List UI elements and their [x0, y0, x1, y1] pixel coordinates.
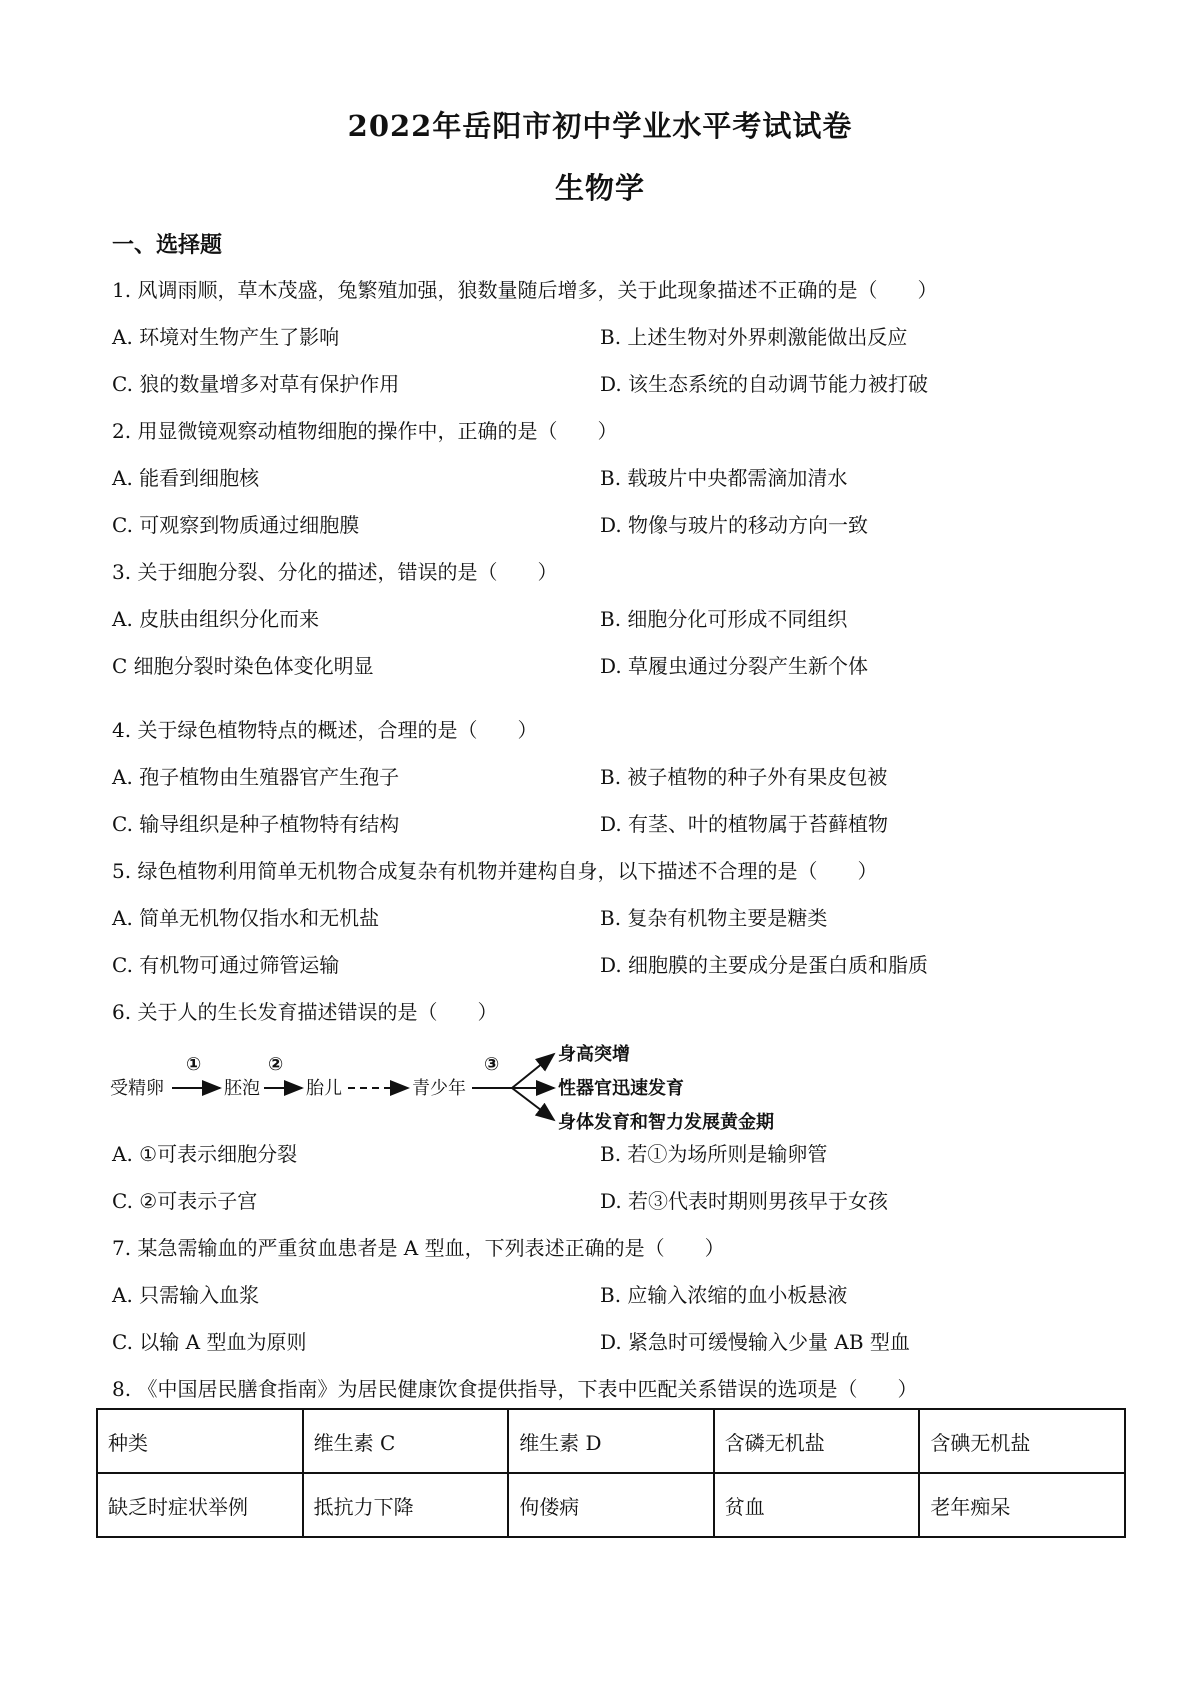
question-3-option-a: A. 皮肤由组织分化而来: [112, 607, 320, 631]
question-1-option-d: D. 该生态系统的自动调节能力被打破: [600, 372, 929, 396]
flow-node-zygote: 受精卵: [110, 1078, 164, 1099]
table-cell: 维生素 D: [508, 1409, 714, 1473]
question-3-option-d: D. 草履虫通过分裂产生新个体: [600, 654, 869, 678]
flow-node-adolescent: 青少年: [412, 1078, 466, 1099]
question-7-stem: 7. 某急需输血的严重贫血患者是 A 型血，下列表述正确的是（ ）: [112, 1236, 725, 1260]
question-2-option-d: D. 物像与玻片的移动方向一致: [600, 513, 869, 537]
question-7-option-a: A. 只需输入血浆: [112, 1283, 260, 1307]
question-7-option-c: C. 以输 A 型血为原则: [112, 1330, 307, 1354]
question-1-option-a: A. 环境对生物产生了影响: [112, 325, 340, 349]
question-5-option-c: C. 有机物可通过筛管运输: [112, 953, 340, 977]
branch-arrow-1: [512, 1054, 554, 1088]
flow-node-fetus: 胎儿: [306, 1078, 342, 1099]
development-flow-diagram: [108, 1036, 808, 1136]
table-cell: 贫血: [714, 1473, 920, 1537]
table-cell: 老年痴呆: [919, 1473, 1125, 1537]
question-4-option-b: B. 被子植物的种子外有果皮包被: [600, 765, 888, 789]
question-4-option-c: C. 输导组织是种子植物特有结构: [112, 812, 400, 836]
question-1-stem: 1. 风调雨顺，草木茂盛，兔繁殖加强，狼数量随后增多，关于此现象描述不正确的是（ ）: [112, 278, 938, 302]
branch-label-golden-period: 身体发育和智力发展黄金期: [558, 1112, 774, 1133]
question-7-option-b: B. 应输入浓缩的血小板悬液: [600, 1283, 848, 1307]
question-6-option-a: A. ①可表示细胞分裂: [112, 1142, 298, 1166]
question-6-option-b: B. 若①为场所则是输卵管: [600, 1142, 828, 1166]
question-6-option-c: C. ②可表示子宫: [112, 1189, 258, 1213]
subject-title: 生物学: [554, 171, 645, 205]
question-5-option-b: B. 复杂有机物主要是糖类: [600, 906, 828, 930]
table-cell: 缺乏时症状举例: [97, 1473, 303, 1537]
question-3-option-b: B. 细胞分化可形成不同组织: [600, 607, 848, 631]
table-row: [97, 1409, 1125, 1473]
question-5-option-d: D. 细胞膜的主要成分是蛋白质和脂质: [600, 953, 929, 977]
question-6-stem: 6. 关于人的生长发育描述错误的是（ ）: [112, 1000, 498, 1024]
nutrition-table: [96, 1408, 1126, 1538]
flow-node-blastocyst: 胚泡: [224, 1078, 260, 1099]
branch-arrow-3: [512, 1088, 554, 1120]
question-2-option-b: B. 载玻片中央都需滴加清水: [600, 466, 848, 490]
question-3-stem: 3. 关于细胞分裂、分化的描述，错误的是（ ）: [112, 560, 558, 584]
marker-3: ③: [484, 1054, 500, 1075]
table-row: [97, 1473, 1125, 1537]
branch-label-sex-organs: 性器官迅速发育: [558, 1078, 684, 1099]
table-cell: 维生素 C: [303, 1409, 509, 1473]
question-1-option-c: C. 狼的数量增多对草有保护作用: [112, 372, 400, 396]
question-7-option-d: D. 紧急时可缓慢输入少量 AB 型血: [600, 1330, 910, 1354]
table-cell: 种类: [97, 1409, 303, 1473]
question-3-option-c: C 细胞分裂时染色体变化明显: [112, 654, 374, 678]
marker-1: ①: [186, 1054, 202, 1075]
table-cell: 佝偻病: [508, 1473, 714, 1537]
marker-2: ②: [268, 1054, 284, 1075]
section-heading: 一、选择题: [112, 232, 223, 258]
question-5-stem: 5. 绿色植物利用简单无机物合成复杂有机物并建构自身，以下描述不合理的是（ ）: [112, 859, 878, 883]
question-4-option-d: D. 有茎、叶的植物属于苔藓植物: [600, 812, 889, 836]
branch-label-height: 身高突增: [558, 1044, 630, 1065]
question-4-stem: 4. 关于绿色植物特点的概述，合理的是（ ）: [112, 718, 538, 742]
question-2-option-a: A. 能看到细胞核: [112, 466, 260, 490]
table-cell: 抵抗力下降: [303, 1473, 509, 1537]
question-8-stem: 8. 《中国居民膳食指南》为居民健康饮食提供指导，下表中匹配关系错误的选项是（ ）: [112, 1377, 918, 1401]
question-2-stem: 2. 用显微镜观察动植物细胞的操作中，正确的是（ ）: [112, 419, 618, 443]
question-2-option-c: C. 可观察到物质通过细胞膜: [112, 513, 360, 537]
table-cell: 含碘无机盐: [919, 1409, 1125, 1473]
question-6-option-d: D. 若③代表时期则男孩早于女孩: [600, 1189, 889, 1213]
question-4-option-a: A. 孢子植物由生殖器官产生孢子: [112, 765, 400, 789]
question-1-option-b: B. 上述生物对外界刺激能做出反应: [600, 325, 908, 349]
question-5-option-a: A. 简单无机物仅指水和无机盐: [112, 906, 380, 930]
exam-title: 2022年岳阳市初中学业水平考试试卷: [347, 109, 853, 143]
table-cell: 含磷无机盐: [714, 1409, 920, 1473]
